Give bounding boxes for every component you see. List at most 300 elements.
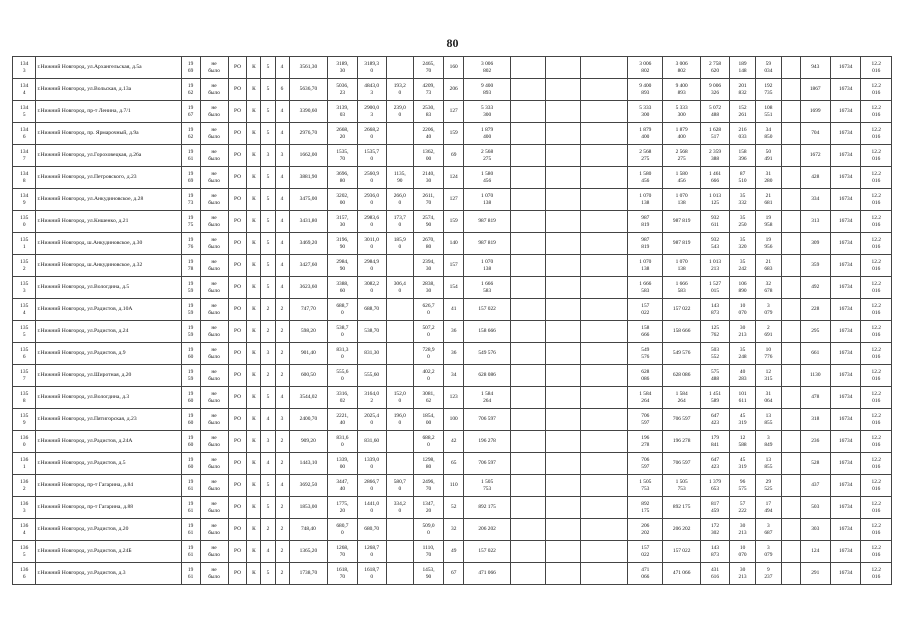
cell-f5: 9 237 — [755, 563, 781, 585]
cell-h: 16734 — [830, 299, 860, 321]
cell-a3: 688,70 — [357, 299, 386, 321]
cell-a4 — [386, 343, 413, 365]
cell-a3: 1339,0 0 — [357, 453, 386, 475]
table-row — [13, 519, 892, 541]
cell-en: 4 — [275, 101, 289, 123]
cell-f1: 987 819 — [628, 211, 663, 233]
cell-a1: 3692,50 — [289, 475, 328, 497]
cell-e2 — [546, 57, 581, 79]
cell-g: 124 — [800, 541, 830, 563]
cell-a2: 555,6 0 — [328, 365, 357, 387]
table-row — [13, 343, 892, 365]
cell-a5: 1854, 00 — [413, 409, 443, 431]
cell-a2: 1339, 00 — [328, 453, 357, 475]
cell-e2 — [546, 563, 581, 585]
cell-e3 — [581, 453, 628, 475]
cell-h: 16734 — [830, 123, 860, 145]
cell-h: 16734 — [830, 563, 860, 585]
cell-cost: 157 022 — [464, 299, 511, 321]
cell-a2: 3196, 90 — [328, 233, 357, 255]
cell-a4 — [386, 365, 413, 387]
cell-e1 — [511, 233, 546, 255]
cell-f5: 19 958 — [755, 211, 781, 233]
cell-own: РО — [228, 79, 247, 101]
cell-e1 — [511, 541, 546, 563]
cell-f3: 1 013 213 — [700, 255, 729, 277]
cell-en: 2 — [275, 365, 289, 387]
cell-h: 16734 — [830, 431, 860, 453]
cell-f4: 201 832 — [730, 79, 756, 101]
cell-f4: 96 575 — [730, 475, 756, 497]
cell-y: 19 76 — [181, 233, 200, 255]
cell-f4: 10 070 — [730, 299, 756, 321]
cell-f2: 706 597 — [663, 453, 701, 475]
cell-a5: 2670, 80 — [413, 233, 443, 255]
cell-f3: 932 543 — [700, 233, 729, 255]
cell-c: 69 — [444, 145, 464, 167]
cell-a5: 2838, 30 — [413, 277, 443, 299]
table-row — [13, 145, 892, 167]
cell-a5: 509,0 0 — [413, 519, 443, 541]
cell-h: 16734 — [830, 189, 860, 211]
cell-e2 — [546, 211, 581, 233]
cell-cost: 706 597 — [464, 409, 511, 431]
cell-t: К — [247, 277, 261, 299]
page-number: 80 — [446, 36, 459, 50]
cell-en: 4 — [275, 387, 289, 409]
cell-e3 — [581, 145, 628, 167]
cell-wall: не было — [200, 431, 228, 453]
cell-e2 — [546, 145, 581, 167]
cell-e4 — [781, 563, 800, 585]
cell-a1: 3427,60 — [289, 255, 328, 277]
cell-wall: не было — [200, 79, 228, 101]
cell-a2: 3447, 40 — [328, 475, 357, 497]
cell-n: 135 3 — [13, 277, 36, 299]
cell-fl: 5 — [261, 475, 275, 497]
cell-e1 — [511, 497, 546, 519]
cell-addr: г.Нижний Новгород, ул.Вольская, д.13а — [36, 79, 181, 101]
cell-e4 — [781, 145, 800, 167]
cell-g: 313 — [800, 211, 830, 233]
cell-d: 12.2 016 — [861, 299, 892, 321]
cell-a4 — [386, 431, 413, 453]
cell-e1 — [511, 167, 546, 189]
cell-e3 — [581, 57, 628, 79]
cell-addr: г.Нижний Новгород, ш.Анкудиновское, д.30 — [36, 233, 181, 255]
cell-c: 127 — [444, 101, 464, 123]
cell-f4: 35 248 — [730, 343, 756, 365]
cell-n: 134 5 — [13, 101, 36, 123]
cell-a3: 3082,2 0 — [357, 277, 386, 299]
cell-f5: 12 315 — [755, 365, 781, 387]
cell-en: 2 — [275, 519, 289, 541]
cell-f2: 892 175 — [663, 497, 701, 519]
cell-e4 — [781, 57, 800, 79]
cell-d: 12.2 016 — [861, 321, 892, 343]
cell-y: 19 62 — [181, 123, 200, 145]
cell-c: 36 — [444, 343, 464, 365]
cell-fl: 2 — [261, 519, 275, 541]
cell-en: 3 — [275, 145, 289, 167]
cell-en: 2 — [275, 497, 289, 519]
cell-f3: 1 013 125 — [700, 189, 729, 211]
cell-a3: 831,60 — [357, 431, 386, 453]
cell-h: 16734 — [830, 277, 860, 299]
cell-t: К — [247, 79, 261, 101]
cell-fl: 4 — [261, 409, 275, 431]
cell-n: 136 5 — [13, 541, 36, 563]
cell-g: 359 — [800, 255, 830, 277]
cell-e3 — [581, 255, 628, 277]
cell-h: 16734 — [830, 79, 860, 101]
cell-a5: 2206, 40 — [413, 123, 443, 145]
cell-f2: 9 400 893 — [663, 79, 701, 101]
cell-e1 — [511, 101, 546, 123]
cell-f3: 1 451 589 — [700, 387, 729, 409]
cell-f4: 30 213 — [730, 563, 756, 585]
cell-e1 — [511, 321, 546, 343]
cell-fl: 5 — [261, 101, 275, 123]
cell-a4: 239,0 0 — [386, 101, 413, 123]
cell-e3 — [581, 167, 628, 189]
table-row — [13, 453, 892, 475]
cell-en: 4 — [275, 255, 289, 277]
cell-f4: 45 319 — [730, 453, 756, 475]
cell-h: 16734 — [830, 475, 860, 497]
cell-f2: 1 505 753 — [663, 475, 701, 497]
cell-f3: 172 302 — [700, 519, 729, 541]
cell-f3: 1 379 653 — [700, 475, 729, 497]
table-row — [13, 475, 892, 497]
cell-a1: 598,20 — [289, 321, 328, 343]
cell-a1: 3475,00 — [289, 189, 328, 211]
cell-y: 19 78 — [181, 255, 200, 277]
cell-d: 12.2 016 — [861, 409, 892, 431]
table-row — [13, 321, 892, 343]
cell-f5: 29 525 — [755, 475, 781, 497]
cell-e1 — [511, 343, 546, 365]
cell-a5: 2394, 30 — [413, 255, 443, 277]
cell-a2: 688,7 0 — [328, 299, 357, 321]
cell-c: 36 — [444, 321, 464, 343]
cell-f1: 157 022 — [628, 299, 663, 321]
cell-a1: 1853,00 — [289, 497, 328, 519]
cell-g: 295 — [800, 321, 830, 343]
cell-cost: 157 022 — [464, 541, 511, 563]
cell-f2: 5 333 300 — [663, 101, 701, 123]
cell-f4: 35 320 — [730, 233, 756, 255]
cell-e3 — [581, 343, 628, 365]
cell-addr: г.Нижний Новгород, пр-т Гагарина, д.88 — [36, 497, 181, 519]
cell-y: 19 61 — [181, 519, 200, 541]
cell-e2 — [546, 365, 581, 387]
cell-e1 — [511, 57, 546, 79]
cell-f1: 471 066 — [628, 563, 663, 585]
cell-a4 — [386, 123, 413, 145]
cell-f5: 34 850 — [755, 123, 781, 145]
cell-fl: 3 — [261, 431, 275, 453]
cell-a1: 909,20 — [289, 431, 328, 453]
cell-fl: 2 — [261, 365, 275, 387]
cell-n: 135 6 — [13, 343, 36, 365]
cell-t: К — [247, 409, 261, 431]
cell-addr: г.Нижний Новгород, ул.Архангельская, д.5а — [36, 57, 181, 79]
cell-f2: 3 006 802 — [663, 57, 701, 79]
cell-a1: 5636,70 — [289, 79, 328, 101]
cell-h: 16734 — [830, 145, 860, 167]
cell-f4: 40 283 — [730, 365, 756, 387]
cell-e3 — [581, 233, 628, 255]
cell-wall: не было — [200, 255, 228, 277]
cell-a4: 334,2 0 — [386, 497, 413, 519]
cell-f3: 647 423 — [700, 409, 729, 431]
cell-d: 12.2 016 — [861, 343, 892, 365]
cell-e2 — [546, 343, 581, 365]
cell-own: РО — [228, 123, 247, 145]
cell-wall: не было — [200, 101, 228, 123]
cell-f4: 12 588 — [730, 431, 756, 453]
table-row — [13, 365, 892, 387]
cell-own: РО — [228, 211, 247, 233]
cell-addr: г.Нижний Новгород, ул.Радистов, д.24А — [36, 431, 181, 453]
cell-n: 134 9 — [13, 189, 36, 211]
cell-wall: не было — [200, 211, 228, 233]
cell-a5: 626,7 0 — [413, 299, 443, 321]
cell-f5: 3 079 — [755, 541, 781, 563]
cell-cost: 549 576 — [464, 343, 511, 365]
cell-e1 — [511, 299, 546, 321]
cell-own: РО — [228, 563, 247, 585]
cell-t: К — [247, 233, 261, 255]
cell-c: 206 — [444, 79, 464, 101]
cell-n: 134 6 — [13, 123, 36, 145]
cell-e4 — [781, 453, 800, 475]
cell-f1: 5 333 300 — [628, 101, 663, 123]
table-row — [13, 431, 892, 453]
cell-f3: 647 423 — [700, 453, 729, 475]
cell-h: 16734 — [830, 365, 860, 387]
cell-e3 — [581, 277, 628, 299]
cell-f3: 431 616 — [700, 563, 729, 585]
cell-f1: 206 202 — [628, 519, 663, 541]
cell-d: 12.2 016 — [861, 123, 892, 145]
cell-y: 19 59 — [181, 299, 200, 321]
cell-n: 136 2 — [13, 475, 36, 497]
cell-f1: 1 580 456 — [628, 167, 663, 189]
cell-c: 159 — [444, 123, 464, 145]
cell-e1 — [511, 277, 546, 299]
cell-addr: г.Нижний Новгород, ул.Вологдина, д.3 — [36, 387, 181, 409]
cell-a3: 4843,0 3 — [357, 79, 386, 101]
cell-e4 — [781, 211, 800, 233]
cell-e4 — [781, 387, 800, 409]
cell-e1 — [511, 475, 546, 497]
cell-f4: 106 890 — [730, 277, 756, 299]
cell-f2: 1 070 138 — [663, 255, 701, 277]
cell-f2: 157 022 — [663, 299, 701, 321]
cell-n: 136 3 — [13, 497, 36, 519]
cell-n: 135 5 — [13, 321, 36, 343]
cell-addr: г.Нижний Новгород, ул.Радистов, д.24Б — [36, 541, 181, 563]
cell-cost: 892 175 — [464, 497, 511, 519]
cell-t: К — [247, 541, 261, 563]
cell-f5: 3 079 — [755, 299, 781, 321]
cell-t: К — [247, 365, 261, 387]
cell-a5: 2530, 83 — [413, 101, 443, 123]
cell-h: 16734 — [830, 409, 860, 431]
cell-e4 — [781, 497, 800, 519]
cell-c: 127 — [444, 189, 464, 211]
cell-a4 — [386, 321, 413, 343]
cell-h: 16734 — [830, 453, 860, 475]
cell-addr: г.Нижний Новгород, ул.Вологдина, д.5 — [36, 277, 181, 299]
cell-a5: 1453, 90 — [413, 563, 443, 585]
table-row — [13, 409, 892, 431]
cell-e2 — [546, 101, 581, 123]
cell-a3: 2560,9 0 — [357, 167, 386, 189]
cell-f3: 1 527 015 — [700, 277, 729, 299]
cell-own: РО — [228, 409, 247, 431]
cell-en: 6 — [275, 79, 289, 101]
cell-g: 492 — [800, 277, 830, 299]
cell-e3 — [581, 431, 628, 453]
cell-f5: 21 683 — [755, 255, 781, 277]
cell-h: 16734 — [830, 233, 860, 255]
cell-a4 — [386, 255, 413, 277]
cell-a3: 1535,7 0 — [357, 145, 386, 167]
cell-a3: 2984,9 0 — [357, 255, 386, 277]
cell-a4: 185,9 0 — [386, 233, 413, 255]
cell-d: 12.2 016 — [861, 101, 892, 123]
cell-f2: 1 070 138 — [663, 189, 701, 211]
cell-a2: 2221, 40 — [328, 409, 357, 431]
cell-cost: 1 070 138 — [464, 255, 511, 277]
cell-e2 — [546, 431, 581, 453]
cell-a5: 3081, 62 — [413, 387, 443, 409]
cell-f5: 3 849 — [755, 431, 781, 453]
cell-own: РО — [228, 57, 247, 79]
cell-n: 136 6 — [13, 563, 36, 585]
cell-n: 134 7 — [13, 145, 36, 167]
cell-f1: 549 576 — [628, 343, 663, 365]
cell-y: 19 75 — [181, 211, 200, 233]
cell-f1: 892 175 — [628, 497, 663, 519]
cell-f5: 17 494 — [755, 497, 781, 519]
cell-n: 135 2 — [13, 255, 36, 277]
cell-a2: 831,6 0 — [328, 431, 357, 453]
cell-a1: 747,70 — [289, 299, 328, 321]
cell-g: 428 — [800, 167, 830, 189]
cell-n: 136 0 — [13, 431, 36, 453]
cell-f5: 2 691 — [755, 321, 781, 343]
cell-f3: 125 762 — [700, 321, 729, 343]
cell-wall: не было — [200, 145, 228, 167]
cell-a4: 580,7 0 — [386, 475, 413, 497]
cell-g: 1867 — [800, 79, 830, 101]
cell-d: 12.2 016 — [861, 189, 892, 211]
cell-a5: 1298, 80 — [413, 453, 443, 475]
cell-e4 — [781, 431, 800, 453]
cell-y: 19 62 — [181, 79, 200, 101]
cell-e1 — [511, 453, 546, 475]
cell-h: 16734 — [830, 101, 860, 123]
cell-f5: 192 735 — [755, 79, 781, 101]
cell-wall: не было — [200, 475, 228, 497]
cell-g: 1672 — [800, 145, 830, 167]
cell-n: 136 1 — [13, 453, 36, 475]
cell-own: РО — [228, 519, 247, 541]
cell-addr: г.Нижний Новгород, ул.Радистов, д.5 — [36, 453, 181, 475]
cell-a4 — [386, 145, 413, 167]
cell-f5: 21 681 — [755, 189, 781, 211]
cell-cost: 1 505 753 — [464, 475, 511, 497]
cell-fl: 5 — [261, 211, 275, 233]
cell-e2 — [546, 123, 581, 145]
cell-f5: 50 491 — [755, 145, 781, 167]
cell-own: РО — [228, 299, 247, 321]
cell-wall: не было — [200, 365, 228, 387]
cell-d: 12.2 016 — [861, 79, 892, 101]
cell-fl: 5 — [261, 255, 275, 277]
cell-a5: 1110, 70 — [413, 541, 443, 563]
cell-a3: 2866,7 0 — [357, 475, 386, 497]
cell-c: 65 — [444, 453, 464, 475]
cell-a5: 2140, 30 — [413, 167, 443, 189]
cell-y: 19 60 — [181, 387, 200, 409]
cell-y: 19 61 — [181, 145, 200, 167]
cell-a1: 3881,90 — [289, 167, 328, 189]
cell-f3: 932 611 — [700, 211, 729, 233]
cell-own: РО — [228, 497, 247, 519]
cell-f2: 1 584 264 — [663, 387, 701, 409]
cell-n: 135 0 — [13, 211, 36, 233]
cell-cost: 1 580 456 — [464, 167, 511, 189]
cell-y: 19 61 — [181, 475, 200, 497]
cell-f1: 1 584 264 — [628, 387, 663, 409]
cell-y: 19 61 — [181, 497, 200, 519]
cell-addr: г.Нижний Новгород, пр-т Ленина, д.7/1 — [36, 101, 181, 123]
cell-a3: 831,30 — [357, 343, 386, 365]
table-row — [13, 101, 892, 123]
cell-f2: 471 066 — [663, 563, 701, 585]
cell-f5: 13 855 — [755, 409, 781, 431]
cell-n: 134 4 — [13, 79, 36, 101]
cell-d: 12.2 016 — [861, 431, 892, 453]
cell-g: 291 — [800, 563, 830, 585]
cell-g: 334 — [800, 189, 830, 211]
cell-a2: 2984, 90 — [328, 255, 357, 277]
cell-a5: 2496, 70 — [413, 475, 443, 497]
cell-g: 236 — [800, 431, 830, 453]
cell-t: К — [247, 123, 261, 145]
cell-e2 — [546, 519, 581, 541]
cell-c: 110 — [444, 475, 464, 497]
cell-a1: 2976,70 — [289, 123, 328, 145]
cell-cost: 471 066 — [464, 563, 511, 585]
cell-e3 — [581, 211, 628, 233]
table-row — [13, 541, 892, 563]
cell-en: 4 — [275, 233, 289, 255]
cell-a3: 1441,0 0 — [357, 497, 386, 519]
cell-a5: 2611, 70 — [413, 189, 443, 211]
cell-a2: 1535, 70 — [328, 145, 357, 167]
cell-f4: 35 250 — [730, 211, 756, 233]
cell-y: 19 69 — [181, 57, 200, 79]
cell-t: К — [247, 519, 261, 541]
cell-h: 16734 — [830, 497, 860, 519]
cell-e3 — [581, 321, 628, 343]
